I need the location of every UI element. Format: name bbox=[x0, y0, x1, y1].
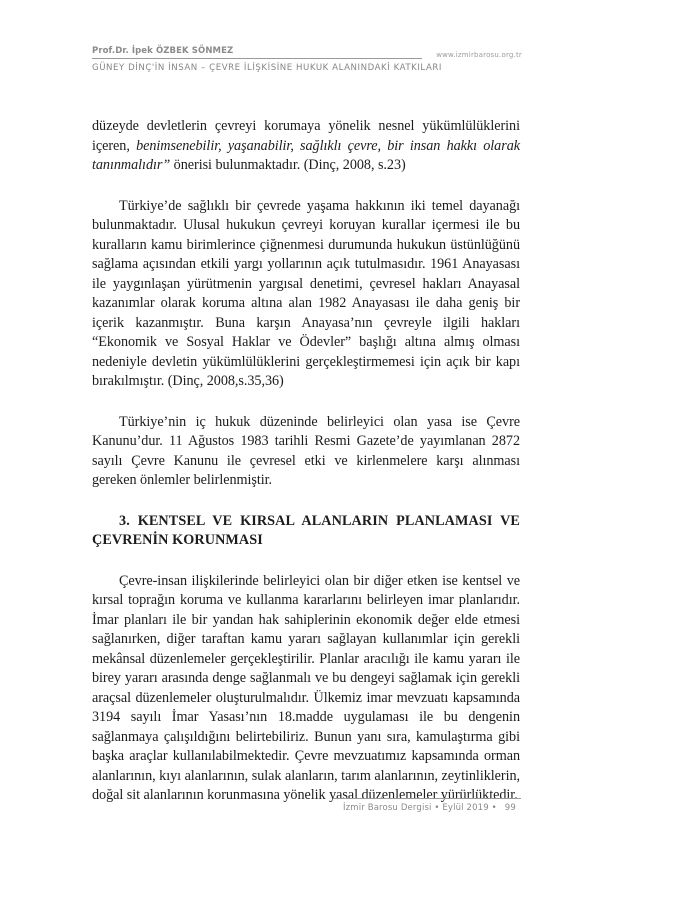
author-name: Prof.Dr. İpek ÖZBEK SÖNMEZ bbox=[92, 46, 234, 56]
article-title: GÜNEY DİNÇ'İN İNSAN – ÇEVRE İLİŞKİSİNE HUKUK ALANINDAKİ KATKILARI bbox=[92, 63, 443, 73]
footer-rule bbox=[333, 798, 521, 799]
page-number: 99 bbox=[504, 803, 516, 813]
section-heading: 3. KENTSEL VE KIRSAL ALANLARIN PLANLAMASI VE ÇEVRENİN KORUNMASI bbox=[92, 512, 520, 548]
running-header bbox=[92, 45, 522, 75]
paragraph-1 bbox=[92, 117, 520, 176]
paragraph-1-text-a: düzeyde devletlerin çevreyi korumaya yönelik nesnel yükümlülüklerini içeren, bbox=[92, 118, 520, 154]
paragraph-1-italic-quote: benimsenebilir, yaşanabilir, sağlıklı çevre, bir insan hakkı olarak tanınmalıdır” bbox=[92, 137, 520, 173]
paragraph-4: Çevre-insan ilişkilerinde belirleyici olan bir diğer etken ise kentsel ve kırsal toprağın koruma ve kullanma kararlarını belirleyen imar planlarıdır. İmar planları ile bir yandan hak sahiplerinin ekonomik değer elde etmesi sağlanırken, diğer taraftan kamu yararı sağlayan kullanımlar için gerekli mekânsal düzenlemeler gerçekleştirilir. Planlar aracılığı ile kamu yararı ile birey yararı arasında denge sağlanmalı ve bu dengeyi sağlamak için gerekli araçsal düzenlemeler oluşturulmalıdır. Ülkemiz imar mevzuatı kapsamında 3194 sayılı İmar Yasası’nın 18.madde uygulaması ile bu dengenin sağlanmaya çalışıldığını belirtebiliriz. Bunun yanı sıra, kamulaştırma gibi başka araçlar kullanılabilmektedir. Çevre mevzuatımız kapsamında orman alanlarının, kıyı alanlarının, sulak alanların, tarım alanlarının, zeytinliklerin, doğal sit alanlarının korunmasına yönelik yasal düzenlemeler yürürlüktedir. bbox=[92, 572, 520, 803]
footer-text bbox=[343, 803, 516, 813]
header-rule bbox=[92, 58, 422, 59]
journal-name: İzmir Barosu Dergisi • Eylül 2019 • bbox=[343, 803, 497, 813]
website-url: www.izmirbarosu.org.tr bbox=[436, 51, 522, 59]
body-text bbox=[92, 117, 520, 827]
paragraph-3: Türkiye’nin iç hukuk düzeninde belirleyici olan yasa ise Çevre Kanunu’dur. 11 Ağustos 1983 tarihli Resmi Gazete’de yayımlanan 2872 sayılı Çevre Kanunu ile çevresel etki ve kirlenmelere karşı alınması gereken önlemler belirlenmiştir. bbox=[92, 413, 520, 488]
paragraph-2: Türkiye’de sağlıklı bir çevrede yaşama hakkının iki temel dayanağı bulunmaktadır. Ulusal hukukun çevreyi koruyan kurallar içermesi ile bu kuralların kamu birimlerince çiğnenmesi durumunda hukukun üstünlüğünü sağlama açısından etkili yargı yollarının açık tutulmasıdır. 1961 Anayasası ile yaygınlaşan yürütmenin yargısal denetimi, çevresel hakları Anayasal kazanımlar olarak koruma altına alan 1982 Anayasası ile daha geniş bir içerik kazanmıştır. Buna karşın Anayasa’nın çevreyle ilgili hakları “Ekonomik ve Sosyal Haklar ve Ödevler” başlığı altına almış olması nedeniyle devletin yükümlülüklerini gerçekleştirmemesi için açık bir kapı bırakılmıştır. (Dinç, 2008,s.35,36) bbox=[92, 197, 520, 389]
running-footer bbox=[333, 798, 521, 818]
paragraph-1-text-b: önerisi bulunmaktadır. (Dinç, 2008, s.23) bbox=[170, 157, 406, 173]
